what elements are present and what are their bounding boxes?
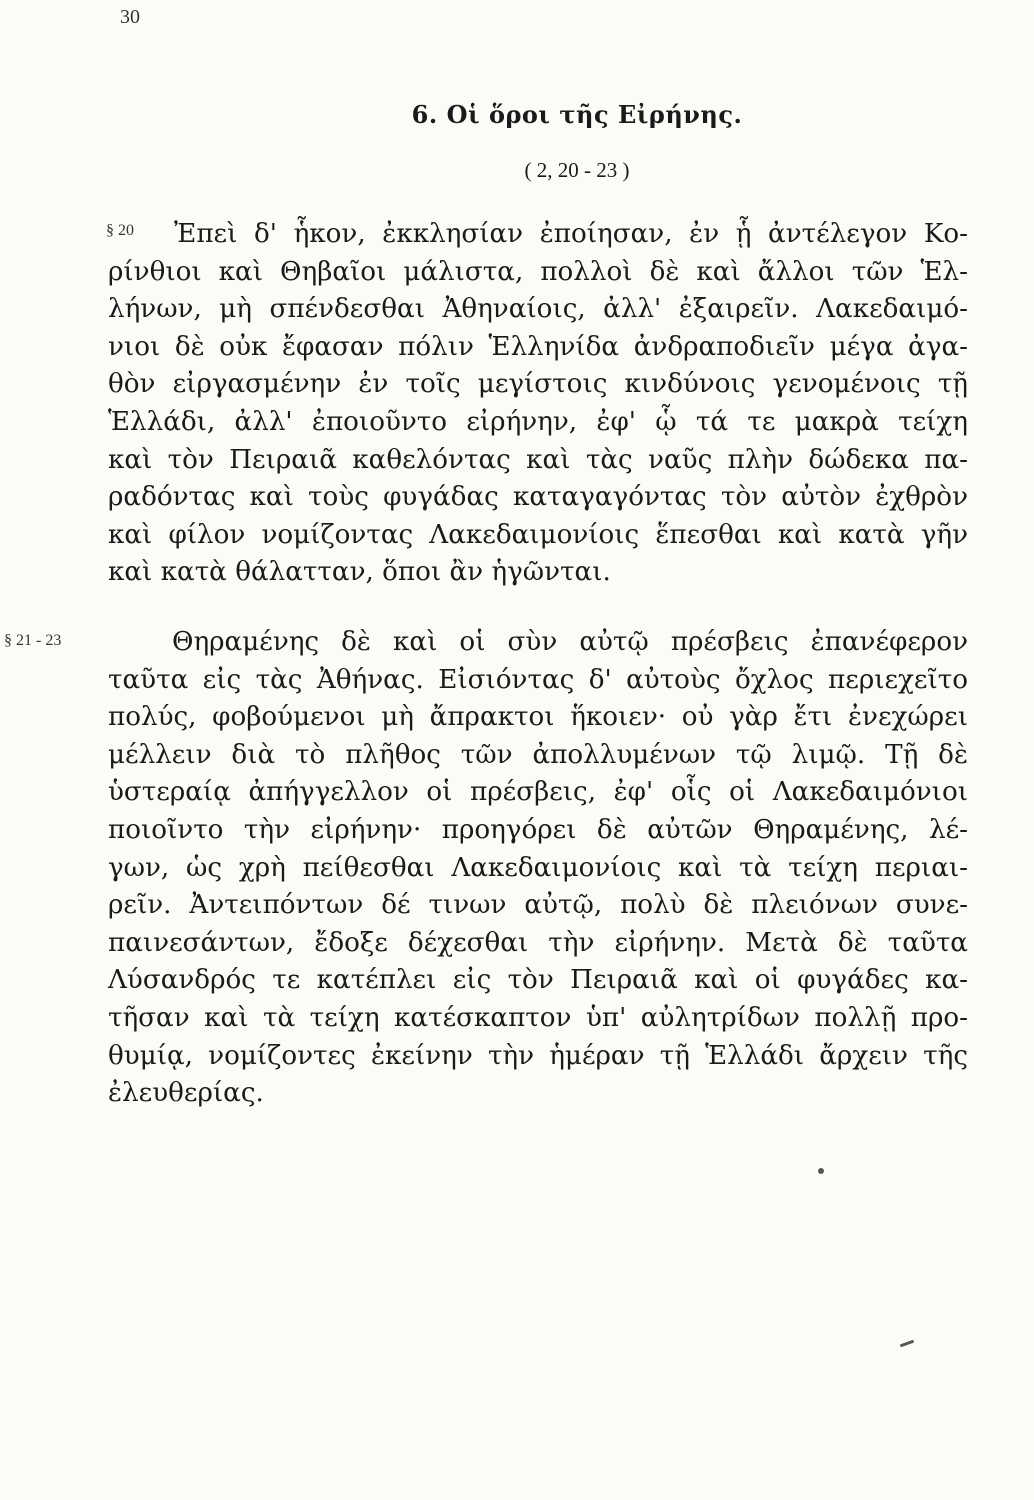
- ink-dot: [818, 1168, 824, 1174]
- text-line: ὑστεραίᾳ ἀπήγγελλον οἱ πρέσβεις, ἐφ' οἷς οἱ Λακεδαιμόνιοι: [108, 777, 968, 808]
- paragraph-20: [108, 216, 968, 592]
- ink-mark: [900, 1340, 914, 1348]
- text-line: γων, ὡς χρὴ πείθεσθαι Λακεδαιμονίοις καὶ τὰ τείχη περιαι-: [108, 852, 968, 883]
- section-title: 6. Οἱ ὅροι τῆς Εἰρήνης.: [411, 100, 743, 129]
- text-line: νιοι δὲ οὐκ ἔφασαν πόλιν Ἑλληνίδα ἀνδραποδιεῖν μέγα ἀγα-: [108, 331, 968, 362]
- text-line: ταῦτα εἰς τὰς Ἀθήνας. Εἰσιόντας δ' αὐτοὺς ὄχλος περιεχεῖτο: [108, 664, 968, 695]
- text-line: μέλλειν διὰ τὸ πλῆθος τῶν ἀπολλυμένων τῷ λιμῷ. Τῇ δὲ: [108, 739, 968, 770]
- text-line: τῆσαν καὶ τὰ τείχη κατέσκαπτον ὑπ' αὐλητρίδων πολλῇ προ-: [108, 1002, 968, 1033]
- text-line: ποιοῖντο τὴν εἰρήνην· προηγόρει δὲ αὐτῶν Θηραμένης, λέ-: [108, 814, 968, 845]
- section-range: ( 2, 20 - 23 ): [524, 158, 630, 182]
- margin-ref-20: § 20: [106, 222, 134, 239]
- text-line: ρίνθιοι καὶ Θηβαῖοι μάλιστα, πολλοὶ δὲ καὶ ἄλλοι τῶν Ἑλ-: [108, 256, 968, 287]
- text-line: ρεῖν. Ἀντειπόντων δέ τινων αὐτῷ, πολὺ δὲ πλειόνων συνε-: [108, 890, 968, 921]
- text-line: Ἐπεὶ δ' ἧκον, ἐκκλησίαν ἐποίησαν, ἐν ᾗ ἀντέλεγον Κο-: [174, 219, 968, 249]
- text-line: καὶ κατὰ θάλατταν, ὅποι ἂν ἡγῶνται.: [108, 557, 611, 588]
- text-line: καὶ τὸν Πειραιᾶ καθελόντας καὶ τὰς ναῦς πλὴν δώδεκα πα-: [108, 444, 968, 475]
- text-line: πολύς, φοβούμενοι μὴ ἄπρακτοι ἥκοιεν· οὐ γὰρ ἔτι ἐνεχώρει: [108, 702, 968, 733]
- text-line: καὶ φίλον νομίζοντας Λακεδαιμονίοις ἕπεσθαι καὶ κατὰ γῆν: [108, 519, 968, 550]
- text-line: παινεσάντων, ἔδοξε δέχεσθαι τὴν εἰρήνην. Μετὰ δὲ ταῦτα: [108, 927, 968, 958]
- text-line: ραδόντας καὶ τοὺς φυγάδας καταγαγόντας τὸν αὐτὸν ἐχθρὸν: [108, 482, 968, 513]
- text-line: Λύσανδρός τε κατέπλει εἰς τὸν Πειραιᾶ καὶ οἱ φυγάδες κα-: [108, 965, 968, 996]
- text-line: λήνων, μὴ σπένδεσθαι Ἀθηναίοις, ἀλλ' ἐξαιρεῖν. Λακεδαιμό-: [108, 294, 968, 325]
- paragraph-21-23: [108, 624, 968, 1113]
- margin-ref-21-23: § 21 - 23: [4, 632, 62, 649]
- page-number: 30: [120, 6, 140, 28]
- text-line: θὸν εἰργασμένην ἐν τοῖς μεγίστοις κινδύνοις γενομένοις τῇ: [108, 369, 968, 400]
- text-line: Ἑλλάδι, ἀλλ' ἐποιοῦντο εἰρήνην, ἐφ' ᾧ τά τε μακρὰ τείχη: [108, 406, 968, 437]
- text-line: ἐλευθερίας.: [108, 1078, 264, 1109]
- text-line: θυμίᾳ, νομίζοντες ἐκείνην τὴν ἡμέραν τῇ Ἑλλάδι ἄρχειν τῆς: [108, 1040, 968, 1071]
- text-line: Θηραμένης δὲ καὶ οἱ σὺν αὐτῷ πρέσβεις ἐπανέφερον: [172, 627, 968, 657]
